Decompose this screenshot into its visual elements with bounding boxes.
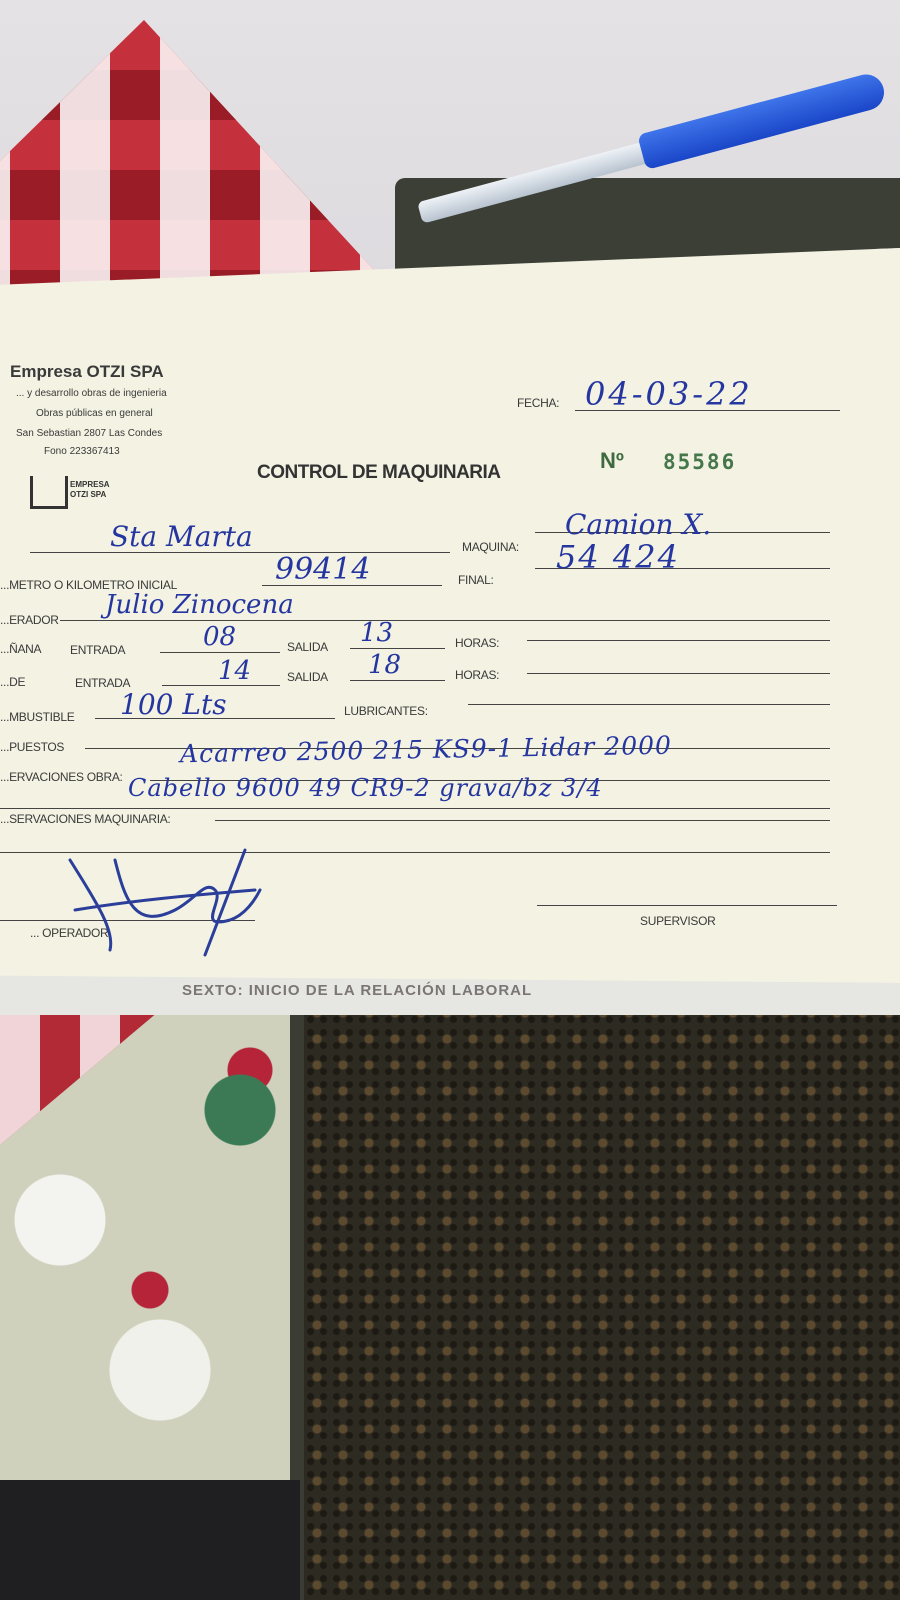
woven-placemat [290,1000,900,1600]
operador-value: Julio Zinocena [105,590,294,620]
km-final-value: 54 424 [556,538,680,576]
company-line-4: Fono 223367413 [44,446,120,457]
km-inicial-value: 99414 [275,552,371,587]
fecha-value: 04-03-22 [585,375,753,413]
manana-salida-line [350,648,445,649]
km-final-label: FINAL: [458,573,494,587]
operador-line [60,620,830,621]
manana-horas-line [527,640,830,641]
form-title: CONTROL DE MAQUINARIA [257,462,501,483]
form-number: 85586 [663,450,737,474]
lubricantes-line [468,704,830,705]
operador-signature-label: ... OPERADOR [30,926,109,940]
supervisor-signature-line [537,905,837,906]
combustible-value: 100 Lts [120,688,227,721]
repuestos-label: ...PUESTOS [0,740,65,754]
manana-label: ...ÑANA [0,642,42,656]
obra-value: Sta Marta [110,520,253,553]
number-symbol: Nº [600,448,624,473]
fecha-label: FECHA: [517,396,560,410]
company-name: Empresa OTZI SPA [10,362,164,381]
obs-obra-value-2: Cabello 9600 49 CR9-2 grava/bz 3/4 [128,774,603,802]
operator-signature [55,840,265,960]
km-inicial-label: ...METRO O KILOMETRO INICIAL [0,578,177,592]
manana-entrada-value: 08 [203,622,237,652]
tarde-entrada-value: 14 [218,656,252,686]
manana-entrada-line [160,652,280,653]
tarde-horas-label: HORAS: [455,668,500,682]
supervisor-label: SUPERVISOR [640,914,716,928]
dark-corner [0,1480,300,1600]
company-line-1: ... y desarrollo obras de ingenieria [16,388,167,399]
tarde-salida-value: 18 [368,650,402,680]
combustible-label: ...MBUSTIBLE [0,710,75,724]
operador-label: ...ERADOR [0,613,59,627]
company-logo-icon [30,476,68,509]
obs-obra-label: ...ERVACIONES OBRA: [0,770,123,784]
tarde-label: ...DE [0,675,26,689]
company-line-3: San Sebastian 2807 Las Condes [16,428,163,439]
obs-maquinaria-label: ...SERVACIONES MAQUINARIA: [0,812,171,826]
maquina-label: MAQUINA: [462,540,519,554]
tarde-horas-line [527,673,830,674]
manana-entrada-label: ENTRADA [70,643,126,657]
tarde-entrada-label: ENTRADA [75,676,131,690]
obs-maquinaria-line [215,820,830,821]
underlying-paper-text: SEXTO: INICIO DE LA RELACIÓN LABORAL [182,982,533,999]
manana-salida-value: 13 [360,618,394,648]
manana-horas-label: HORAS: [455,636,500,650]
obs-obra-value-1: Acarreo 2500 215 KS9-1 Lidar 2000 [179,730,673,769]
lubricantes-label: LUBRICANTES: [344,704,428,718]
maquina-value: Camion X. [565,508,712,541]
company-line-2: Obras públicas en general [36,408,153,419]
tarde-salida-label: SALIDA [287,670,328,684]
tarde-salida-line [350,680,445,681]
company-logo-text: EMPRESA OTZI SPA [70,480,110,499]
obs-obra-line-2 [0,808,830,809]
manana-salida-label: SALIDA [287,640,328,654]
